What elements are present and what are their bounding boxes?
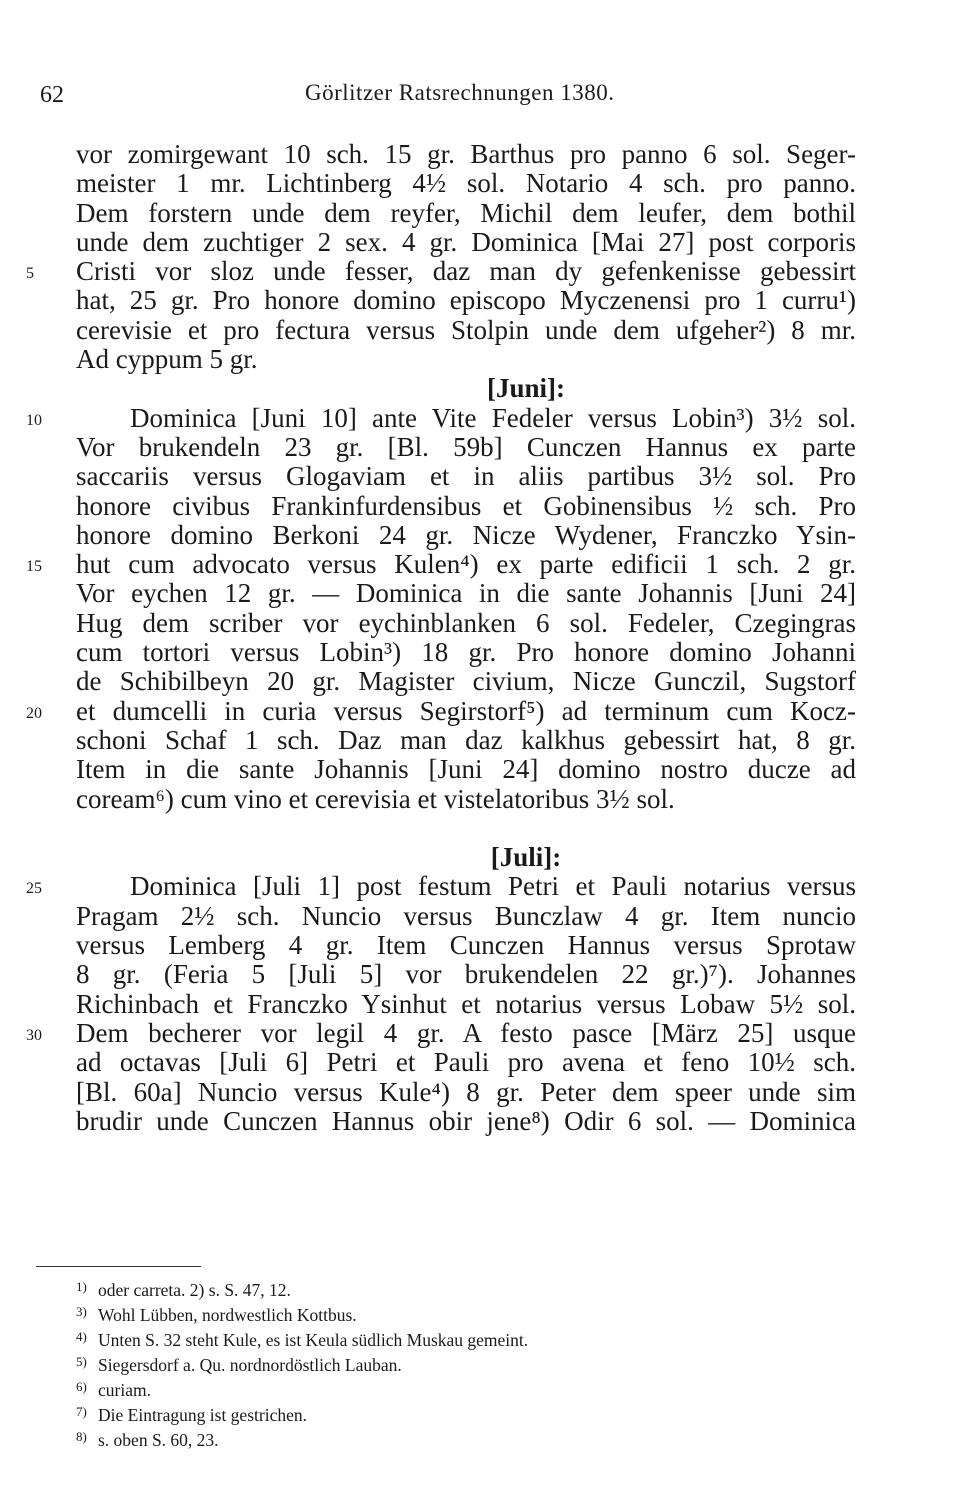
text-line xyxy=(76,1078,856,1107)
footnote-text: s. oben S. 60, 23. xyxy=(98,1430,219,1450)
line-number: 30 xyxy=(26,1026,42,1044)
line-text: meister 1 mr. Lichtinberg 4½ sol. Notario 4 sch. pro panno. xyxy=(76,168,856,199)
footnote-mark: 7) xyxy=(76,1404,87,1419)
footnote-mark: 4) xyxy=(76,1329,87,1344)
running-title: Görlitzer Ratsrechnungen 1380. xyxy=(305,80,615,105)
text-line xyxy=(76,638,856,667)
line-text: saccariis versus Glogaviam et in aliis partibus 3½ sol. Pro xyxy=(76,461,856,492)
footnote-text: Die Eintragung ist gestrichen. xyxy=(98,1405,307,1425)
line-text: honore domino Berkoni 24 gr. Nicze Wydener, Franczko Ysin- xyxy=(76,519,856,550)
line-text: cum tortori versus Lobin³) 18 gr. Pro honore domino Johanni xyxy=(76,637,856,668)
text-line xyxy=(76,609,856,638)
line-number: 5 xyxy=(26,265,34,283)
line-text: Dem becherer vor legil 4 gr. A festo pasce [März 25] usque xyxy=(76,1017,856,1048)
page-header xyxy=(40,76,920,116)
line-text: coream⁶) cum vino et cerevisia et vistelatoribus 3½ sol. xyxy=(76,783,675,814)
line-text: Ad cyppum 5 gr. xyxy=(76,344,258,375)
text-line xyxy=(26,695,856,726)
text-line xyxy=(76,169,856,198)
page-number: 62 xyxy=(40,82,64,108)
text-line xyxy=(26,871,856,902)
text-line xyxy=(76,228,856,257)
line-text: 8 gr. (Feria 5 [Juli 5] vor brukendelen 22 gr.)⁷). Johannes xyxy=(76,959,856,990)
footnote-mark: 1) xyxy=(76,1279,87,1294)
text-line xyxy=(76,931,856,960)
line-text: versus Lemberg 4 gr. Item Cunczen Hannus versus Sprotaw xyxy=(76,930,856,961)
footnote xyxy=(76,1426,776,1451)
line-text: [Juli]: xyxy=(490,842,562,873)
line-text: honore civibus Frankinfurdensibus et Gobinensibus ½ sch. Pro xyxy=(76,490,856,521)
footnote-text: curiam. xyxy=(98,1380,151,1400)
line-text: Cristi vor sloz unde fesser, daz man dy gefenkenisse gebessirt xyxy=(76,256,856,287)
line-text: Pragam 2½ sch. Nuncio versus Bunczlaw 4 gr. Item nuncio xyxy=(76,900,856,931)
text-line xyxy=(76,521,856,550)
text-line xyxy=(76,726,856,755)
line-text: Vor eychen 12 gr. — Dominica in die sante Johannis [Juni 24] xyxy=(76,578,856,609)
line-number: 25 xyxy=(26,880,42,898)
section-heading xyxy=(76,374,856,403)
footnote-rule xyxy=(36,1266,201,1267)
line-text: cerevisie et pro fectura versus Stolpin unde dem ufgeher²) 8 mr. xyxy=(76,314,856,345)
footnote xyxy=(76,1401,776,1426)
footnote-mark: 8) xyxy=(76,1429,87,1444)
footnotes xyxy=(76,1276,776,1451)
footnote xyxy=(76,1351,776,1376)
footnote-mark: 3) xyxy=(76,1304,87,1319)
line-text: Dominica [Juli 1] post festum Petri et Pauli notarius versus xyxy=(130,871,856,902)
text-line xyxy=(76,902,856,931)
footnote xyxy=(76,1301,776,1326)
line-text: hat, 25 gr. Pro honore domino episcopo Myczenensi pro 1 curru¹) xyxy=(76,285,856,316)
line-text: [Bl. 60a] Nuncio versus Kule⁴) 8 gr. Peter dem speer unde sim xyxy=(76,1076,856,1107)
footnote-text: Wohl Lübben, nordwestlich Kottbus. xyxy=(98,1305,357,1325)
text-line xyxy=(76,755,856,784)
line-text: Richinbach et Franczko Ysinhut et notarius versus Lobaw 5½ sol. xyxy=(76,988,856,1019)
line-number: 15 xyxy=(26,558,42,576)
line-text: hut cum advocato versus Kulen⁴) ex parte edificii 1 sch. 2 gr. xyxy=(76,549,856,580)
text-line xyxy=(76,433,856,462)
text-line xyxy=(76,960,856,989)
text-line xyxy=(76,785,856,814)
line-text: Dominica [Juni 10] ante Vite Fedeler versus Lobin³) 3½ sol. xyxy=(130,402,856,433)
text-line xyxy=(26,549,856,580)
text-line xyxy=(76,316,856,345)
text-line xyxy=(26,256,856,287)
line-text: ad octavas [Juli 6] Petri et Pauli pro avena et feno 10½ sch. xyxy=(76,1047,856,1078)
line-text: [Juni]: xyxy=(486,373,565,404)
line-text: Hug dem scriber vor eychinblanken 6 sol. Fedeler, Czegingras xyxy=(76,607,856,638)
text-line xyxy=(76,579,856,608)
line-number: 10 xyxy=(26,411,42,429)
text-line xyxy=(76,345,856,374)
footnote-mark: 6) xyxy=(76,1379,87,1394)
text-line xyxy=(76,1107,856,1136)
line-text: Dem forstern unde dem reyfer, Michil dem leufer, dem bothil xyxy=(76,197,856,228)
line-text: vor zomirgewant 10 sch. 15 gr. Barthus pro panno 6 sol. Seger- xyxy=(76,139,856,169)
line-number: 20 xyxy=(26,704,42,722)
text-line xyxy=(76,990,856,1019)
footnote xyxy=(76,1276,776,1301)
text-line xyxy=(76,199,856,228)
text-line xyxy=(76,1048,856,1077)
text-line xyxy=(76,492,856,521)
line-text: unde dem zuchtiger 2 sex. 4 gr. Dominica [Mai 27] post corporis xyxy=(76,226,856,257)
footnote xyxy=(76,1326,776,1351)
text-line xyxy=(26,1017,856,1048)
text-line xyxy=(76,140,856,169)
text-line xyxy=(76,667,856,696)
body-text xyxy=(26,139,856,1136)
line-text: et dumcelli in curia versus Segirstorf⁵) ad terminum cum Kocz- xyxy=(76,695,856,726)
footnote-text: Unten S. 32 steht Kule, es ist Keula südlich Muskau gemeint. xyxy=(98,1330,529,1350)
text-line xyxy=(76,286,856,315)
footnote xyxy=(76,1376,776,1401)
text-line xyxy=(26,402,856,433)
line-text: schoni Schaf 1 sch. Daz man daz kalkhus gebessirt hat, 8 gr. xyxy=(76,724,856,755)
footnote-mark: 5) xyxy=(76,1354,87,1369)
line-text: Item in die sante Johannis [Juni 24] domino nostro ducze ad xyxy=(76,754,856,785)
section-heading xyxy=(76,843,856,872)
text-line xyxy=(76,462,856,491)
line-text: de Schibilbeyn 20 gr. Magister civium, Nicze Gunczil, Sugstorf xyxy=(76,666,856,697)
line-text: Vor brukendeln 23 gr. [Bl. 59b] Cunczen Hannus ex parte xyxy=(76,431,856,462)
footnote-text: oder carreta. 2) s. S. 47, 12. xyxy=(98,1280,291,1300)
line-text: brudir unde Cunczen Hannus obir jene⁸) Odir 6 sol. — Dominica xyxy=(76,1105,856,1136)
paragraph-gap xyxy=(76,814,856,843)
footnote-text: Siegersdorf a. Qu. nordnordöstlich Lauban. xyxy=(98,1355,402,1375)
